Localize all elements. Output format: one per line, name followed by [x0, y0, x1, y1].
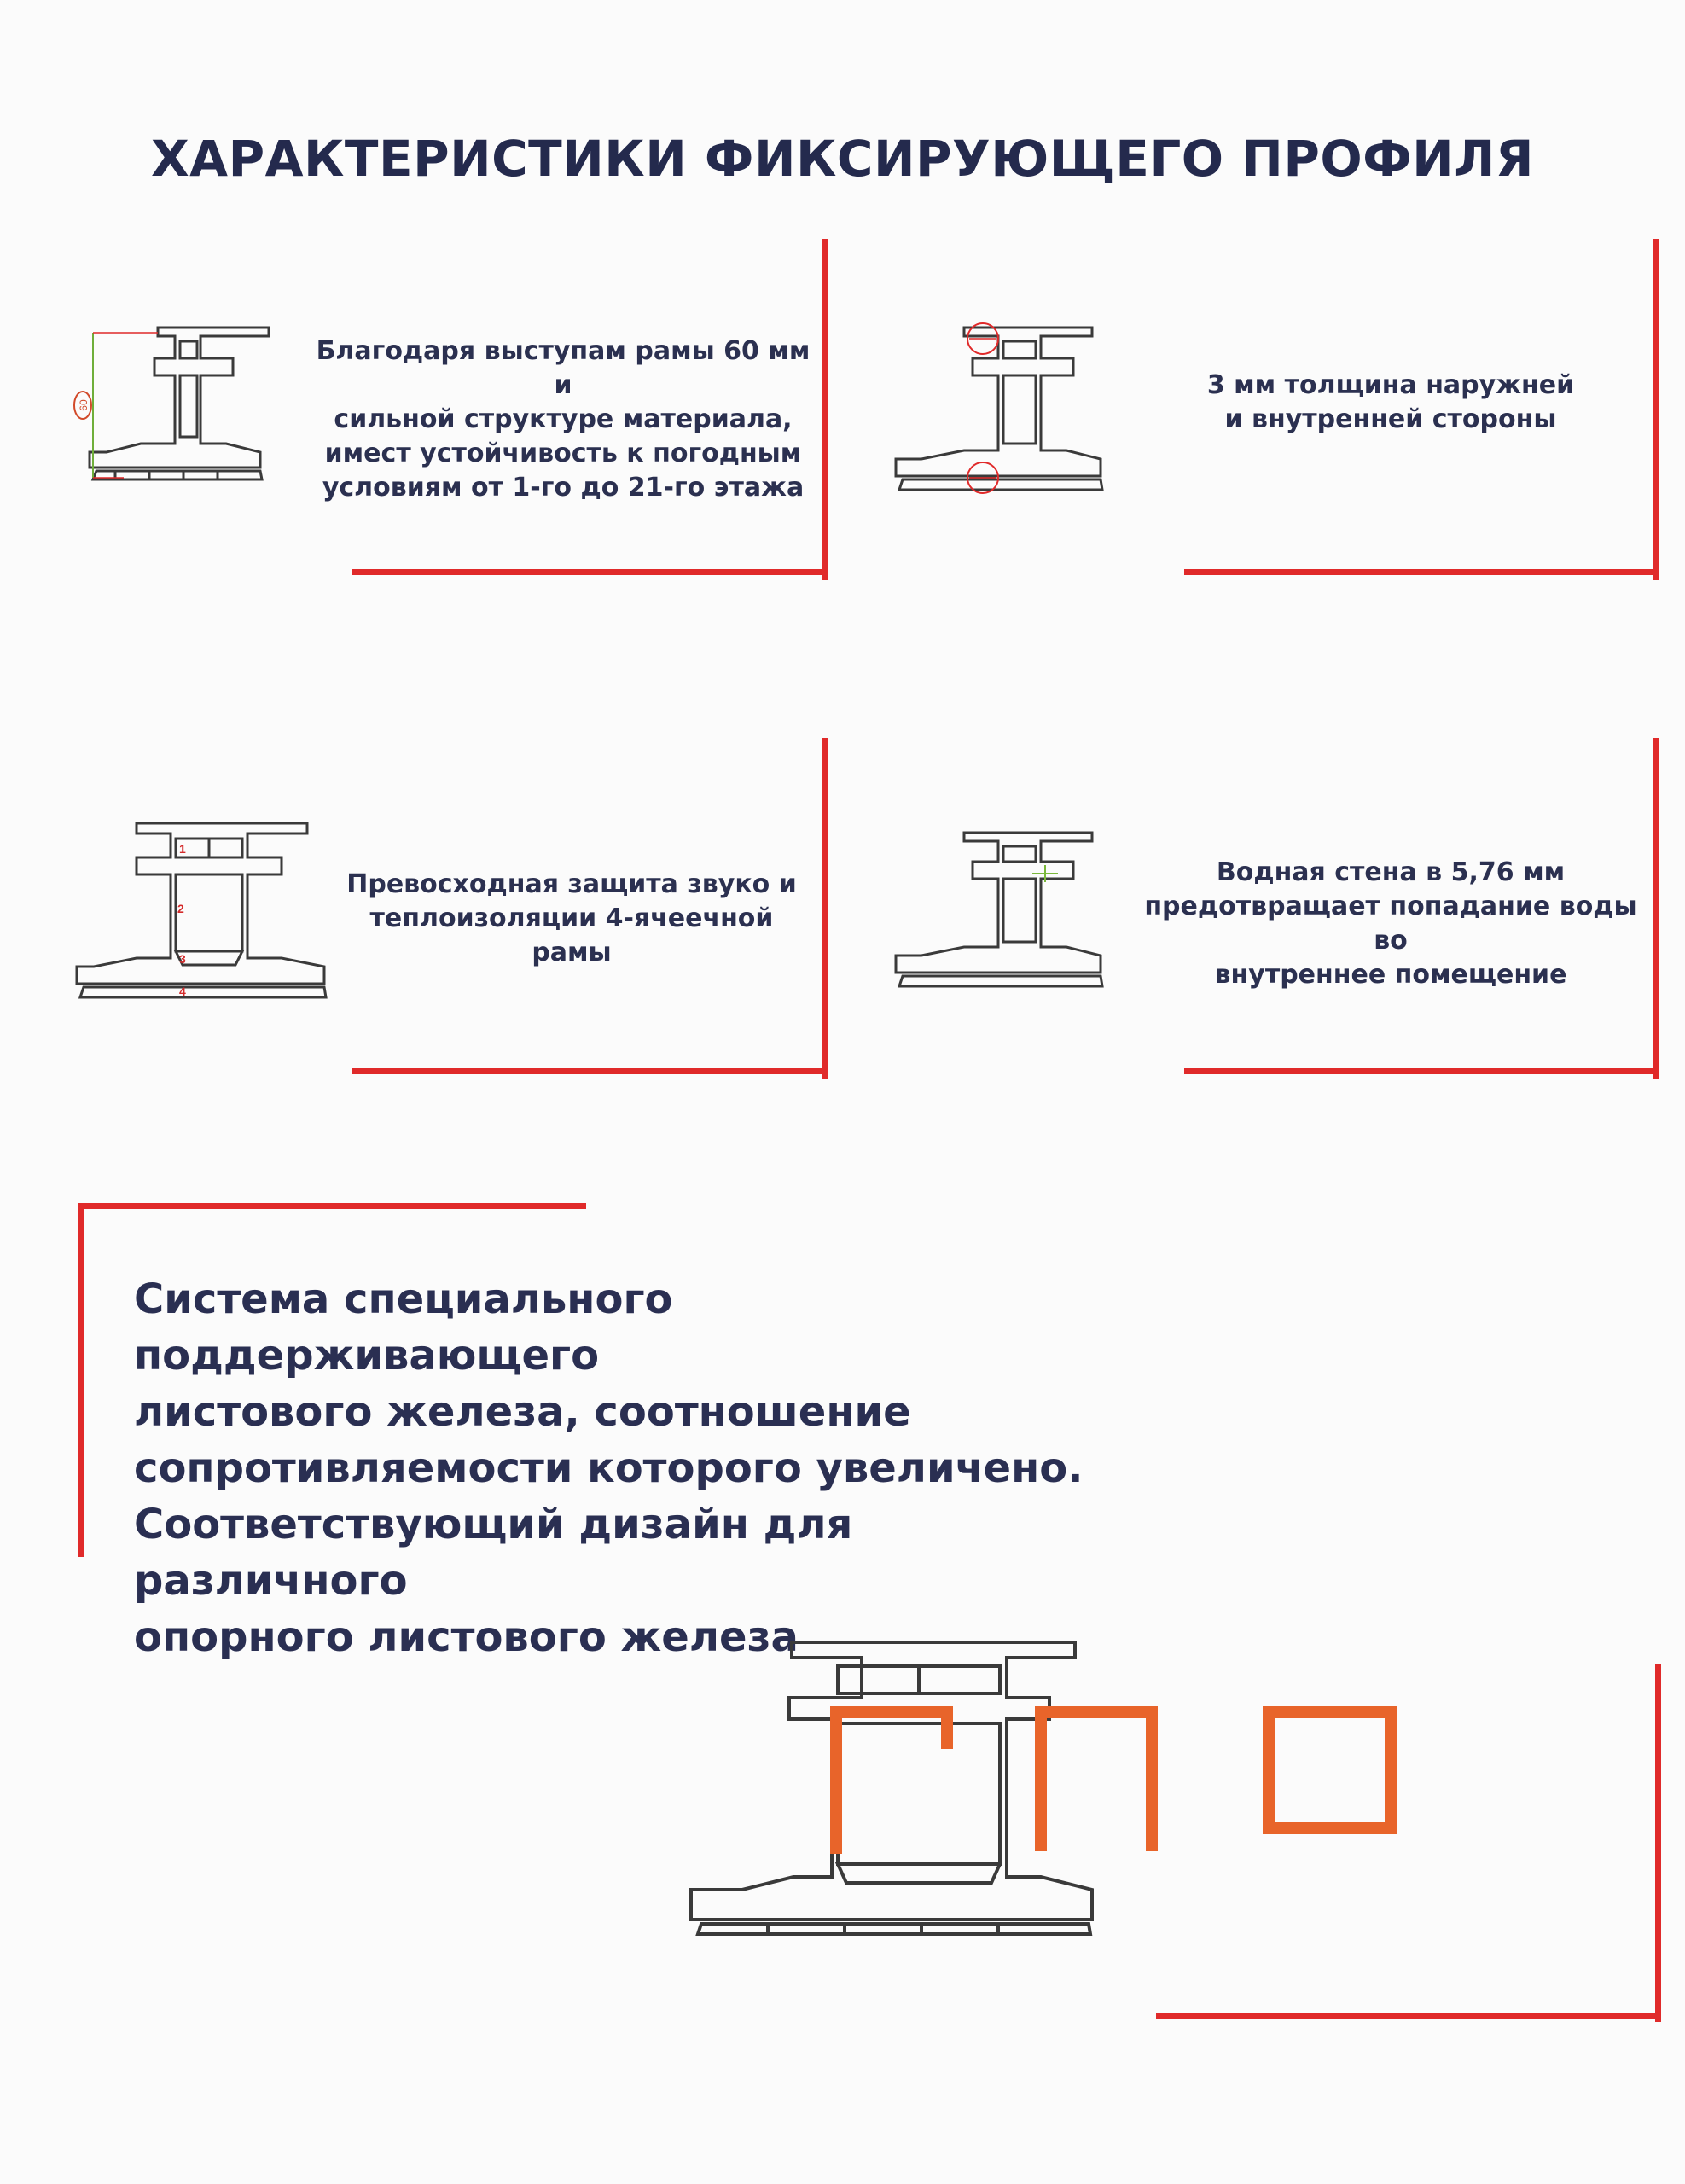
feature-card-4 [853, 729, 1685, 1088]
card-border-right [822, 239, 828, 580]
chamber-label-2: 2 [177, 902, 184, 915]
chamber-label-1: 1 [179, 842, 186, 856]
steel-insert-shape-icon [1258, 1702, 1403, 1838]
profile-section-icon [887, 316, 1118, 495]
card-border-bottom [352, 1068, 828, 1074]
feature-4-text: Водная стена в 5,76 мм предотвращает попадание воды во внутреннее помещение [1144, 857, 1637, 990]
bottom-border-bottom [1156, 2013, 1661, 2019]
feature-1-text: Благодаря выступам рамы 60 мм и сильной структуре материала, имест устойчивость к погодным условиям от 1-го до 21-го этажа [316, 336, 811, 502]
profile-section-icon [68, 815, 333, 1002]
steel-insert-shape-icon [1032, 1702, 1160, 1856]
card-border-right [822, 738, 828, 1079]
feature-card-1 [0, 230, 836, 589]
feature-card-3 [0, 729, 836, 1088]
chamber-label-4: 4 [179, 985, 186, 998]
card-border-bottom [352, 569, 828, 575]
card-border-bottom [1184, 569, 1659, 575]
bottom-border-right [1655, 1664, 1661, 2022]
card-border-bottom [1184, 1068, 1659, 1074]
dimension-label: 60 [78, 399, 90, 411]
chamber-label-3: 3 [179, 952, 186, 966]
feature-card-2 [853, 230, 1685, 589]
profile-section-icon [887, 828, 1118, 990]
card-border-right [1653, 738, 1659, 1079]
support-text: Система специального поддерживающего листового железа, соотношение сопротивляемости которого увеличено. Соответствующий дизайн для различного опорного листового железа [134, 1275, 1084, 1661]
support-border-top [78, 1203, 586, 1209]
support-border-left [78, 1203, 84, 1557]
feature-3-text: Превосходная защита звуко и теплоизоляции 4-ячеечной рамы [346, 869, 797, 967]
card-border-right [1653, 239, 1659, 580]
feature-2-text: 3 мм толщина наружней и внутренней стороны [1206, 370, 1575, 434]
page-title: ХАРАКТЕРИСТИКИ ФИКСИРУЮЩЕГО ПРОФИЛЯ [150, 130, 1535, 188]
profile-section-icon [73, 324, 328, 486]
